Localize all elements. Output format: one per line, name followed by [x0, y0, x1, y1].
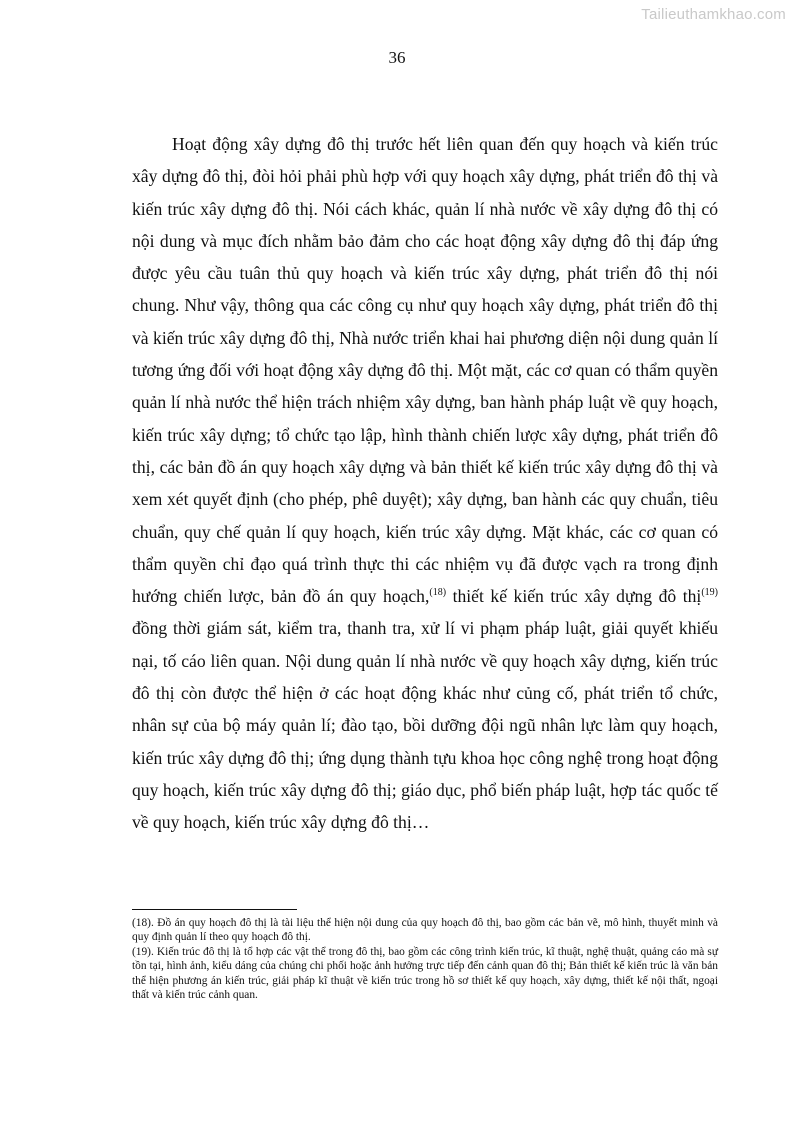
- footnotes: [132, 916, 718, 1002]
- paragraph-text-part2: thiết kế kiến trúc xây dựng đô thị: [446, 586, 702, 607]
- footnote-ref-18[interactable]: (18): [429, 587, 447, 599]
- footnote-18: (18). Đồ án quy hoạch đô thị là tài liệu thể hiện nội dung của quy hoạch đô thị, bao gồm các bản vẽ, mô hình, thuyết minh và quy định quản lí theo quy hoạch đô thị.: [132, 917, 718, 944]
- watermark: Tailieuthamkhao.com: [641, 6, 786, 23]
- footnote-19: (19). Kiến trúc đô thị là tổ hợp các vật thể trong đô thị, bao gồm các công trình kiến trúc, kĩ thuật, nghệ thuật, quảng cáo mà sự tồn tại, hình ảnh, kiểu dáng của chúng chi phối hoặc ảnh hưởng trực tiếp đến cảnh quan đô thị; Bản thiết kế kiến trúc là văn bản thể hiện phương án kiến trúc, giải pháp kĩ thuật về kiến trúc trong hồ sơ thiết kế quy hoạch, xây dựng, thiết kế nội thất, ngoại thất và kiến trúc cảnh quan.: [132, 945, 718, 1002]
- body-paragraph: [132, 128, 718, 839]
- paragraph-text-part3: đồng thời giám sát, kiểm tra, thanh tra, xử lí vi phạm pháp luật, giải quyết khiếu nại, tố cáo liên quan. Nội dung quản lí nhà nước về quy hoạch xây dựng, kiến trúc đô thị còn được thể hiện ở các hoạt động khác như củng cố, phát triển tổ chức, nhân sự của bộ máy quản lí; đào tạo, bồi dưỡng đội ngũ nhân lực làm quy hoạch, kiến trúc xây dựng đô thị; ứng dụng thành tựu khoa học công nghệ trong hoạt động quy hoạch, kiến trúc xây dựng đô thị; giáo dục, phổ biến pháp luật, hợp tác quốc tế về quy hoạch, kiến trúc xây dựng đô thị…: [132, 618, 718, 833]
- footnote-ref-19[interactable]: (19): [701, 587, 718, 599]
- paragraph-text-part1: Hoạt động xây dựng đô thị trước hết liên quan đến quy hoạch và kiến trúc xây dựng đô thị, đòi hỏi phải phù hợp với quy hoạch xây dựng, phát triển đô thị và kiến trúc xây dựng đô thị. Nói cách khác, quản lí nhà nước về xây dựng đô thị có nội dung và mục đích nhằm bảo đảm cho các hoạt động xây dựng đô thị đáp ứng được yêu cầu tuân thủ quy hoạch và kiến trúc xây dựng, phát triển đô thị nói chung. Như vậy, thông qua các công cụ như quy hoạch xây dựng, phát triển đô thị và kiến trúc xây dựng đô thị, Nhà nước triển khai hai phương diện nội dung quản lí tương ứng đối với hoạt động xây dựng đô thị. Một mặt, các cơ quan có thẩm quyền quản lí nhà nước thể hiện trách nhiệm xây dựng, ban hành pháp luật về quy hoạch, kiến trúc xây dựng; tổ chức tạo lập, hình thành chiến lược xây dựng, phát triển đô thị, các bản đồ án quy hoạch xây dựng và bản thiết kế kiến trúc xây dựng đô thị và xem xét quyết định (cho phép, phê duyệt); xây dựng, ban hành các quy chuẩn, tiêu chuẩn, quy chế quản lí quy hoạch, kiến trúc xây dựng. Mặt khác, các cơ quan có thẩm quyền chỉ đạo quá trình thực thi các nhiệm vụ đã được vạch ra trong định hướng chiến lược, bản đồ án quy hoạch,: [132, 134, 718, 607]
- footnote-divider: [132, 909, 297, 910]
- page-number: 36: [388, 48, 406, 67]
